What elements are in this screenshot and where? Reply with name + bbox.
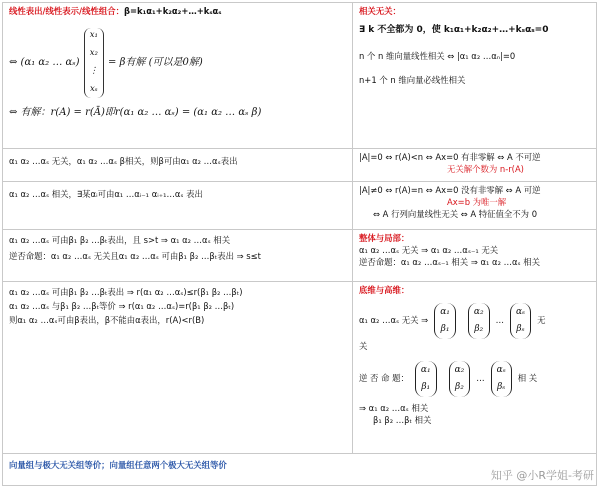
dependence-cell: [353, 3, 597, 149]
dimension-cell: [353, 282, 597, 454]
column-vector: α₂ β₂: [468, 303, 490, 339]
invertible-matrix-text: |A|≠0 ⇔ r(A)=n ⇔ Ax=0 没有非零解 ⇔ A 可逆: [359, 185, 541, 195]
dimension-statement: [359, 303, 590, 339]
unique-solution-note: Ax=b 为唯一解: [447, 196, 507, 207]
dependence-dimension: n+1 个 n 维向量必线性相关: [359, 74, 466, 85]
dependent-representation-cell: [3, 182, 353, 230]
dimension-statement-after: 关: [359, 340, 368, 351]
ellipsis: …: [495, 314, 504, 325]
representation-count-text: α₁ α₂ …αₛ 可由β₁ β₂ …βₜ表出，且 s>t ⇒ α₁ α₂ …αₛ 相关: [9, 235, 231, 245]
column-vector: αₛ βₛ: [491, 361, 512, 397]
whole-part-contrapositive: 逆否命题：α₁ α₂ …αₛ₋₁ 相关 ⇒ α₁ α₂ …αₛ 相关: [359, 256, 541, 267]
vector-entry: x₂: [89, 48, 98, 58]
dimension-contrapositive-prefix: 逆 否 命 题：: [359, 372, 409, 383]
whole-part-title: 整体与局部：: [359, 233, 410, 243]
table-row: [3, 3, 597, 149]
matrix-equation: [9, 28, 346, 98]
independence-extension-cell: [3, 149, 353, 182]
footer-text: 向量组与极大无关组等价；向量组任意两个极大无关组等价: [9, 460, 227, 470]
rank-inequality: α₁ α₂ …αₛ 可由β₁ β₂ …βₜ表出 ⇒ r(α₁ α₂ …αₛ)≤r(β₁ β₂ …βₜ): [9, 287, 243, 297]
dependence-determinant: n 个 n 维向量线性相关 ⇔ |α₁ α₂ …αₙ|=0: [359, 50, 516, 61]
invertible-matrix-cell: [353, 182, 597, 230]
matrix-equation-rhs: = β有解 (可以是0解): [108, 56, 203, 68]
dimension-tail-alpha: ⇒ α₁ α₂ …αₛ 相关: [359, 402, 429, 413]
dependence-title: 相关无关：: [359, 6, 401, 16]
independence-extension-text: α₁ α₂ …αₛ 无关，α₁ α₂ …αₛ β相关，则β可由α₁ α₂ …αₛ表出: [9, 156, 238, 166]
table-row: [3, 230, 597, 282]
dimension-title: 底维与高维：: [359, 285, 410, 295]
table-row: [3, 182, 597, 230]
notes-table: [2, 2, 597, 486]
watermark: 知乎 @小R学姐-考研: [490, 469, 594, 482]
dimension-contrapositive: [359, 361, 590, 397]
table-row: [3, 149, 597, 182]
representation-count-contrapositive: 逆否命题：α₁ α₂ …αₛ 无关且α₁ α₂ …αₛ 可由β₁ β₂ …βₜ表出 ⇒ s≤t: [9, 250, 261, 261]
dimension-contrapositive-suffix: 相 关: [517, 372, 538, 383]
column-vector: α₁ β₁: [434, 303, 456, 339]
vector-entry: ⋮: [89, 66, 99, 77]
table-row: [3, 282, 597, 454]
singular-matrix-text: |A|=0 ⇔ r(A)<n ⇔ Ax=0 有非零解 ⇔ A 不可逆: [359, 152, 541, 162]
rank-condition: ⇔ 有解：r(A) = r(Ā)即r(α₁ α₂ … αₛ) = (α₁ α₂ … αₛ β): [9, 106, 262, 118]
dependence-definition: ∃ k 不全都为 0，使 k₁α₁+k₂α₂+…+kₛαₛ=0: [359, 24, 549, 35]
linear-representation-cell: [3, 3, 353, 149]
ellipsis: …: [476, 372, 485, 383]
dimension-tail-beta: β₁ β₂ …βₜ 相关: [373, 414, 432, 425]
linear-combination-formula: β=k₁α₁+k₂α₂+…+kₛαₛ: [124, 6, 222, 16]
rank-comparison-cell: [3, 282, 353, 454]
rank-conclusion: 则α₁ α₂ …αₛ可由β表出，β不能由α表出，r(A)<r(B): [9, 314, 205, 325]
column-vector: α₁ β₁: [415, 361, 437, 397]
representation-count-cell: [3, 230, 353, 282]
free-solution-count: 无关解个数为 n-r(A): [447, 163, 524, 174]
vector-entry: x₁: [89, 29, 98, 40]
invertible-equivalents: ⇔ A 行列向量线性无关 ⇔ A 特征值全不为 0: [373, 208, 538, 219]
dependent-representation-text: α₁ α₂ …αₛ 相关，∃某αᵢ可由α₁ …αᵢ₋₁ αᵢ₊₁…αₛ 表出: [9, 189, 203, 199]
rank-equality: α₁ α₂ …αₛ 与β₁ β₂ …βₜ等价 ⇒ r(α₁ α₂ …αₛ)=r(β₁ β₂ …βₜ): [9, 300, 235, 311]
singular-matrix-cell: [353, 149, 597, 182]
solution-vector: [84, 28, 105, 98]
dimension-statement-suffix: 无: [537, 314, 546, 325]
column-vector: α₂ β₂: [449, 361, 471, 397]
whole-part-statement: α₁ α₂ …αₛ 无关 ⇒ α₁ α₂ …αₛ₋₁ 无关: [359, 244, 499, 255]
dimension-statement-prefix: α₁ α₂ …αₛ 无关 ⇒: [359, 314, 429, 325]
vector-entry: xₛ: [89, 84, 98, 95]
whole-part-cell: [353, 230, 597, 282]
linear-representation-title: 线性表出/线性表示/线性组合：: [9, 6, 124, 16]
matrix-equation-lhs: ⇔ (α₁ α₂ … αₛ): [9, 56, 80, 68]
column-vector: αₛ βₛ: [510, 303, 531, 339]
